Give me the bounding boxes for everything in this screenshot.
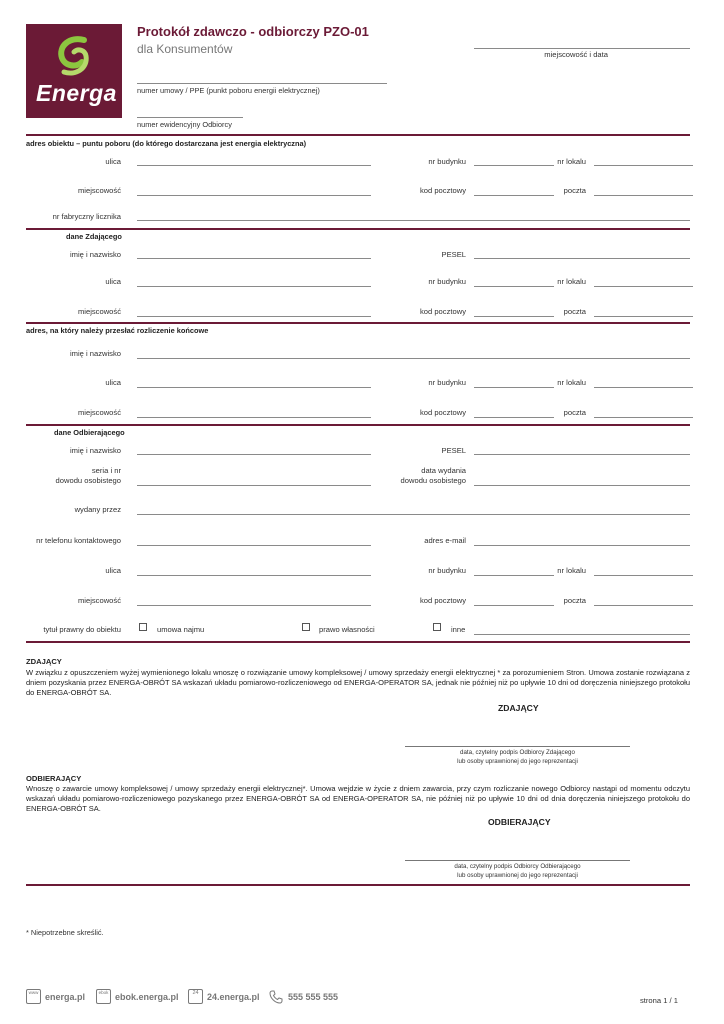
giver-flat-label: nr lokalu (557, 277, 586, 286)
footnote: * Niepotrzebne skreślić. (26, 928, 104, 937)
settlement-postcode-label: kod pocztowy (419, 408, 466, 417)
giver-postcode-label: kod pocztowy (419, 307, 466, 316)
receiver-declaration-text: Wnoszę o zawarcie umowy kompleksowej / umowy sprzedaży energii elektrycznej*. Umowa wejdzie w życie z dniem zawarcia, przy czym rozliczanie nowego Odbiorcy nastąpi od momentu odczytu wskazań układu pomiarowo-rozliczeniowego pozyskanego przez ENERGA-OBRÓT SA od ENERGA-OPERATOR SA, nie później niż po upływie 10 dni od dnia doręczenia niniejszego protokołu do ENERGA-OBRÓT SA. (26, 784, 690, 813)
id-series-label-line1: seria i nr (91, 466, 121, 475)
receiver-city-label: miejscowość (77, 596, 121, 605)
giver-building-field[interactable] (474, 286, 554, 287)
logo-wordmark: Energa (36, 80, 117, 106)
issued-by-label: wydany przez (74, 505, 121, 514)
ownership-option-label: prawo własności (319, 625, 375, 634)
legal-title-label: tytuł prawny do obiektu (43, 625, 121, 634)
receiver-post-label: poczta (563, 596, 586, 605)
giver-signature-line[interactable] (405, 746, 630, 747)
receiver-pesel-label: PESEL (441, 446, 466, 455)
id-date-label-line2: dowodu osobistego (400, 475, 466, 485)
giver-declaration-heading: ZDAJĄCY (26, 657, 62, 666)
settlement-city-field[interactable] (137, 417, 371, 418)
giver-city-label: miejscowość (77, 307, 121, 316)
receiver-signature-line[interactable] (405, 860, 630, 861)
id-date-label (380, 466, 466, 485)
object-street-label: ulica (105, 157, 121, 166)
id-date-label-line1: data wydania (421, 466, 466, 475)
object-postcode-label: kod pocztowy (419, 186, 466, 195)
object-post-label: poczta (563, 186, 586, 195)
place-date-caption: miejscowość i data (544, 50, 608, 59)
id-series-field[interactable] (137, 485, 371, 486)
24h-icon: 24 (188, 989, 203, 1004)
settlement-postcode-field[interactable] (474, 417, 554, 418)
energa-swirl-icon (54, 34, 94, 78)
receiver-heading: dane Odbierającego (54, 428, 125, 437)
giver-pesel-label: PESEL (441, 250, 466, 259)
receiver-building-label: nr budynku (428, 566, 466, 575)
24h-link[interactable]: 24.energa.pl (207, 992, 260, 1002)
receiver-postcode-label: kod pocztowy (419, 596, 466, 605)
giver-declaration-text: W związku z opuszczeniem wyżej wymienionego lokalu wnoszę o rozwiązanie umowy kompleksowej / umowy sprzedaży energii elektrycznej * za porozumieniem Stron. Umowa zostanie rozwiązana z dniem pozyskania przez ENERGA-OBRÓT SA wskazań układu pomiarowo-rozliczeniowego od ENERGA-OPERATOR SA, jednak nie później niż po upływie 10 dni od doręczenia niniejszego protokołu do ENERGA-OBRÓT SA. (26, 668, 690, 697)
settlement-post-field[interactable] (594, 417, 693, 418)
giver-pesel-field[interactable] (474, 258, 690, 259)
place-date-line[interactable] (474, 48, 690, 49)
settlement-post-label: poczta (563, 408, 586, 417)
other-option-label: inne (451, 625, 466, 634)
settlement-building-label: nr budynku (428, 378, 466, 387)
section-divider (26, 134, 690, 136)
object-street-field[interactable] (137, 165, 371, 166)
giver-post-label: poczta (563, 307, 586, 316)
other-checkbox[interactable] (433, 623, 441, 631)
object-building-label: nr budynku (428, 157, 466, 166)
www-icon: www (26, 989, 41, 1004)
object-address-heading: adres obiektu – puntu poboru (do którego dostarczana jest energia elektryczna) (26, 139, 307, 148)
giver-name-field[interactable] (137, 258, 371, 259)
form-subtitle: dla Konsumentów (137, 42, 233, 56)
receiver-pesel-field[interactable] (474, 454, 690, 455)
form-title: Protokół zdawczo - odbiorczy PZO-01 (137, 24, 369, 39)
receiver-postcode-field[interactable] (474, 605, 554, 606)
giver-postcode-field[interactable] (474, 316, 554, 317)
phone-field[interactable] (137, 545, 371, 546)
section-divider (26, 228, 690, 230)
section-divider (26, 322, 690, 324)
customer-number-caption: numer ewidencyjny Odbiorcy (137, 120, 232, 129)
settlement-name-field[interactable] (137, 358, 690, 359)
receiver-flat-label: nr lokalu (557, 566, 586, 575)
contract-number-line[interactable] (137, 83, 387, 84)
phone-label: nr telefonu kontaktowego (36, 536, 121, 545)
id-series-label (26, 466, 121, 485)
giver-heading: dane Zdającego (66, 232, 122, 241)
id-date-field[interactable] (474, 485, 690, 486)
phone-number[interactable]: 555 555 555 (288, 992, 339, 1002)
receiver-signature-caption-line2: lub osoby uprawnionej do jego reprezentacji (457, 872, 578, 879)
ownership-checkbox[interactable] (302, 623, 310, 631)
giver-signature-caption-line1: data, czytelny podpis Odbiorcy Zdającego (460, 749, 575, 756)
giver-name-label: imię i nazwisko (69, 250, 121, 259)
other-title-field[interactable] (474, 634, 690, 635)
ebok-icon: ebok (96, 989, 111, 1004)
giver-post-field[interactable] (594, 316, 693, 317)
settlement-flat-field[interactable] (594, 387, 693, 388)
receiver-declaration-heading: ODBIERAJĄCY (26, 774, 82, 783)
section-divider (26, 424, 690, 426)
contract-number-caption: numer umowy / PPE (punkt poboru energii elektrycznej) (137, 86, 320, 95)
receiver-signature-caption-line1: data, czytelny podpis Odbiorcy Odbierającego (454, 863, 581, 870)
email-label: adres e-mail (424, 536, 466, 545)
receiver-street-field[interactable] (137, 575, 371, 576)
giver-signature-caption (405, 748, 630, 766)
issued-by-field[interactable] (137, 514, 690, 515)
settlement-building-field[interactable] (474, 387, 554, 388)
settlement-heading: adres, na który należy przesłać rozliczenie końcowe (26, 326, 209, 335)
object-city-field[interactable] (137, 195, 371, 196)
meter-number-label: nr fabryczny licznika (52, 212, 121, 221)
receiver-signature-caption (405, 862, 630, 880)
settlement-street-label: ulica (105, 378, 121, 387)
giver-street-field[interactable] (137, 286, 371, 287)
rent-checkbox[interactable] (139, 623, 147, 631)
receiver-flat-field[interactable] (594, 575, 693, 576)
meter-number-field[interactable] (137, 220, 690, 221)
website-link[interactable]: energa.pl (45, 992, 86, 1002)
settlement-city-label: miejscowość (77, 408, 121, 417)
giver-flat-field[interactable] (594, 286, 693, 287)
section-divider (26, 641, 690, 643)
object-building-field[interactable] (474, 165, 554, 166)
ebok-link[interactable]: ebok.energa.pl (115, 992, 179, 1002)
giver-building-label: nr budynku (428, 277, 466, 286)
giver-street-label: ulica (105, 277, 121, 286)
receiver-signature-title: ODBIERAJĄCY (488, 817, 551, 827)
energa-logo (26, 24, 122, 118)
section-divider (26, 884, 690, 886)
receiver-post-field[interactable] (594, 605, 693, 606)
page-number: strona 1 / 1 (640, 996, 678, 1005)
receiver-building-field[interactable] (474, 575, 554, 576)
settlement-flat-label: nr lokalu (557, 378, 586, 387)
receiver-city-field[interactable] (137, 605, 371, 606)
rent-option-label: umowa najmu (157, 625, 205, 634)
settlement-name-label: imię i nazwisko (69, 349, 121, 358)
object-post-field[interactable] (594, 195, 693, 196)
object-flat-field[interactable] (594, 165, 693, 166)
object-flat-label: nr lokalu (557, 157, 586, 166)
settlement-street-field[interactable] (137, 387, 371, 388)
customer-number-line[interactable] (137, 117, 243, 118)
receiver-name-field[interactable] (137, 454, 371, 455)
receiver-street-label: ulica (105, 566, 121, 575)
giver-signature-title: ZDAJĄCY (498, 703, 539, 713)
object-city-label: miejscowość (77, 186, 121, 195)
phone-icon (268, 989, 284, 1005)
id-series-label-line2: dowodu osobistego (55, 475, 121, 485)
receiver-name-label: imię i nazwisko (69, 446, 121, 455)
giver-city-field[interactable] (137, 316, 371, 317)
object-postcode-field[interactable] (474, 195, 554, 196)
giver-signature-caption-line2: lub osoby uprawnionej do jego reprezentacji (457, 758, 578, 765)
email-field[interactable] (474, 545, 690, 546)
